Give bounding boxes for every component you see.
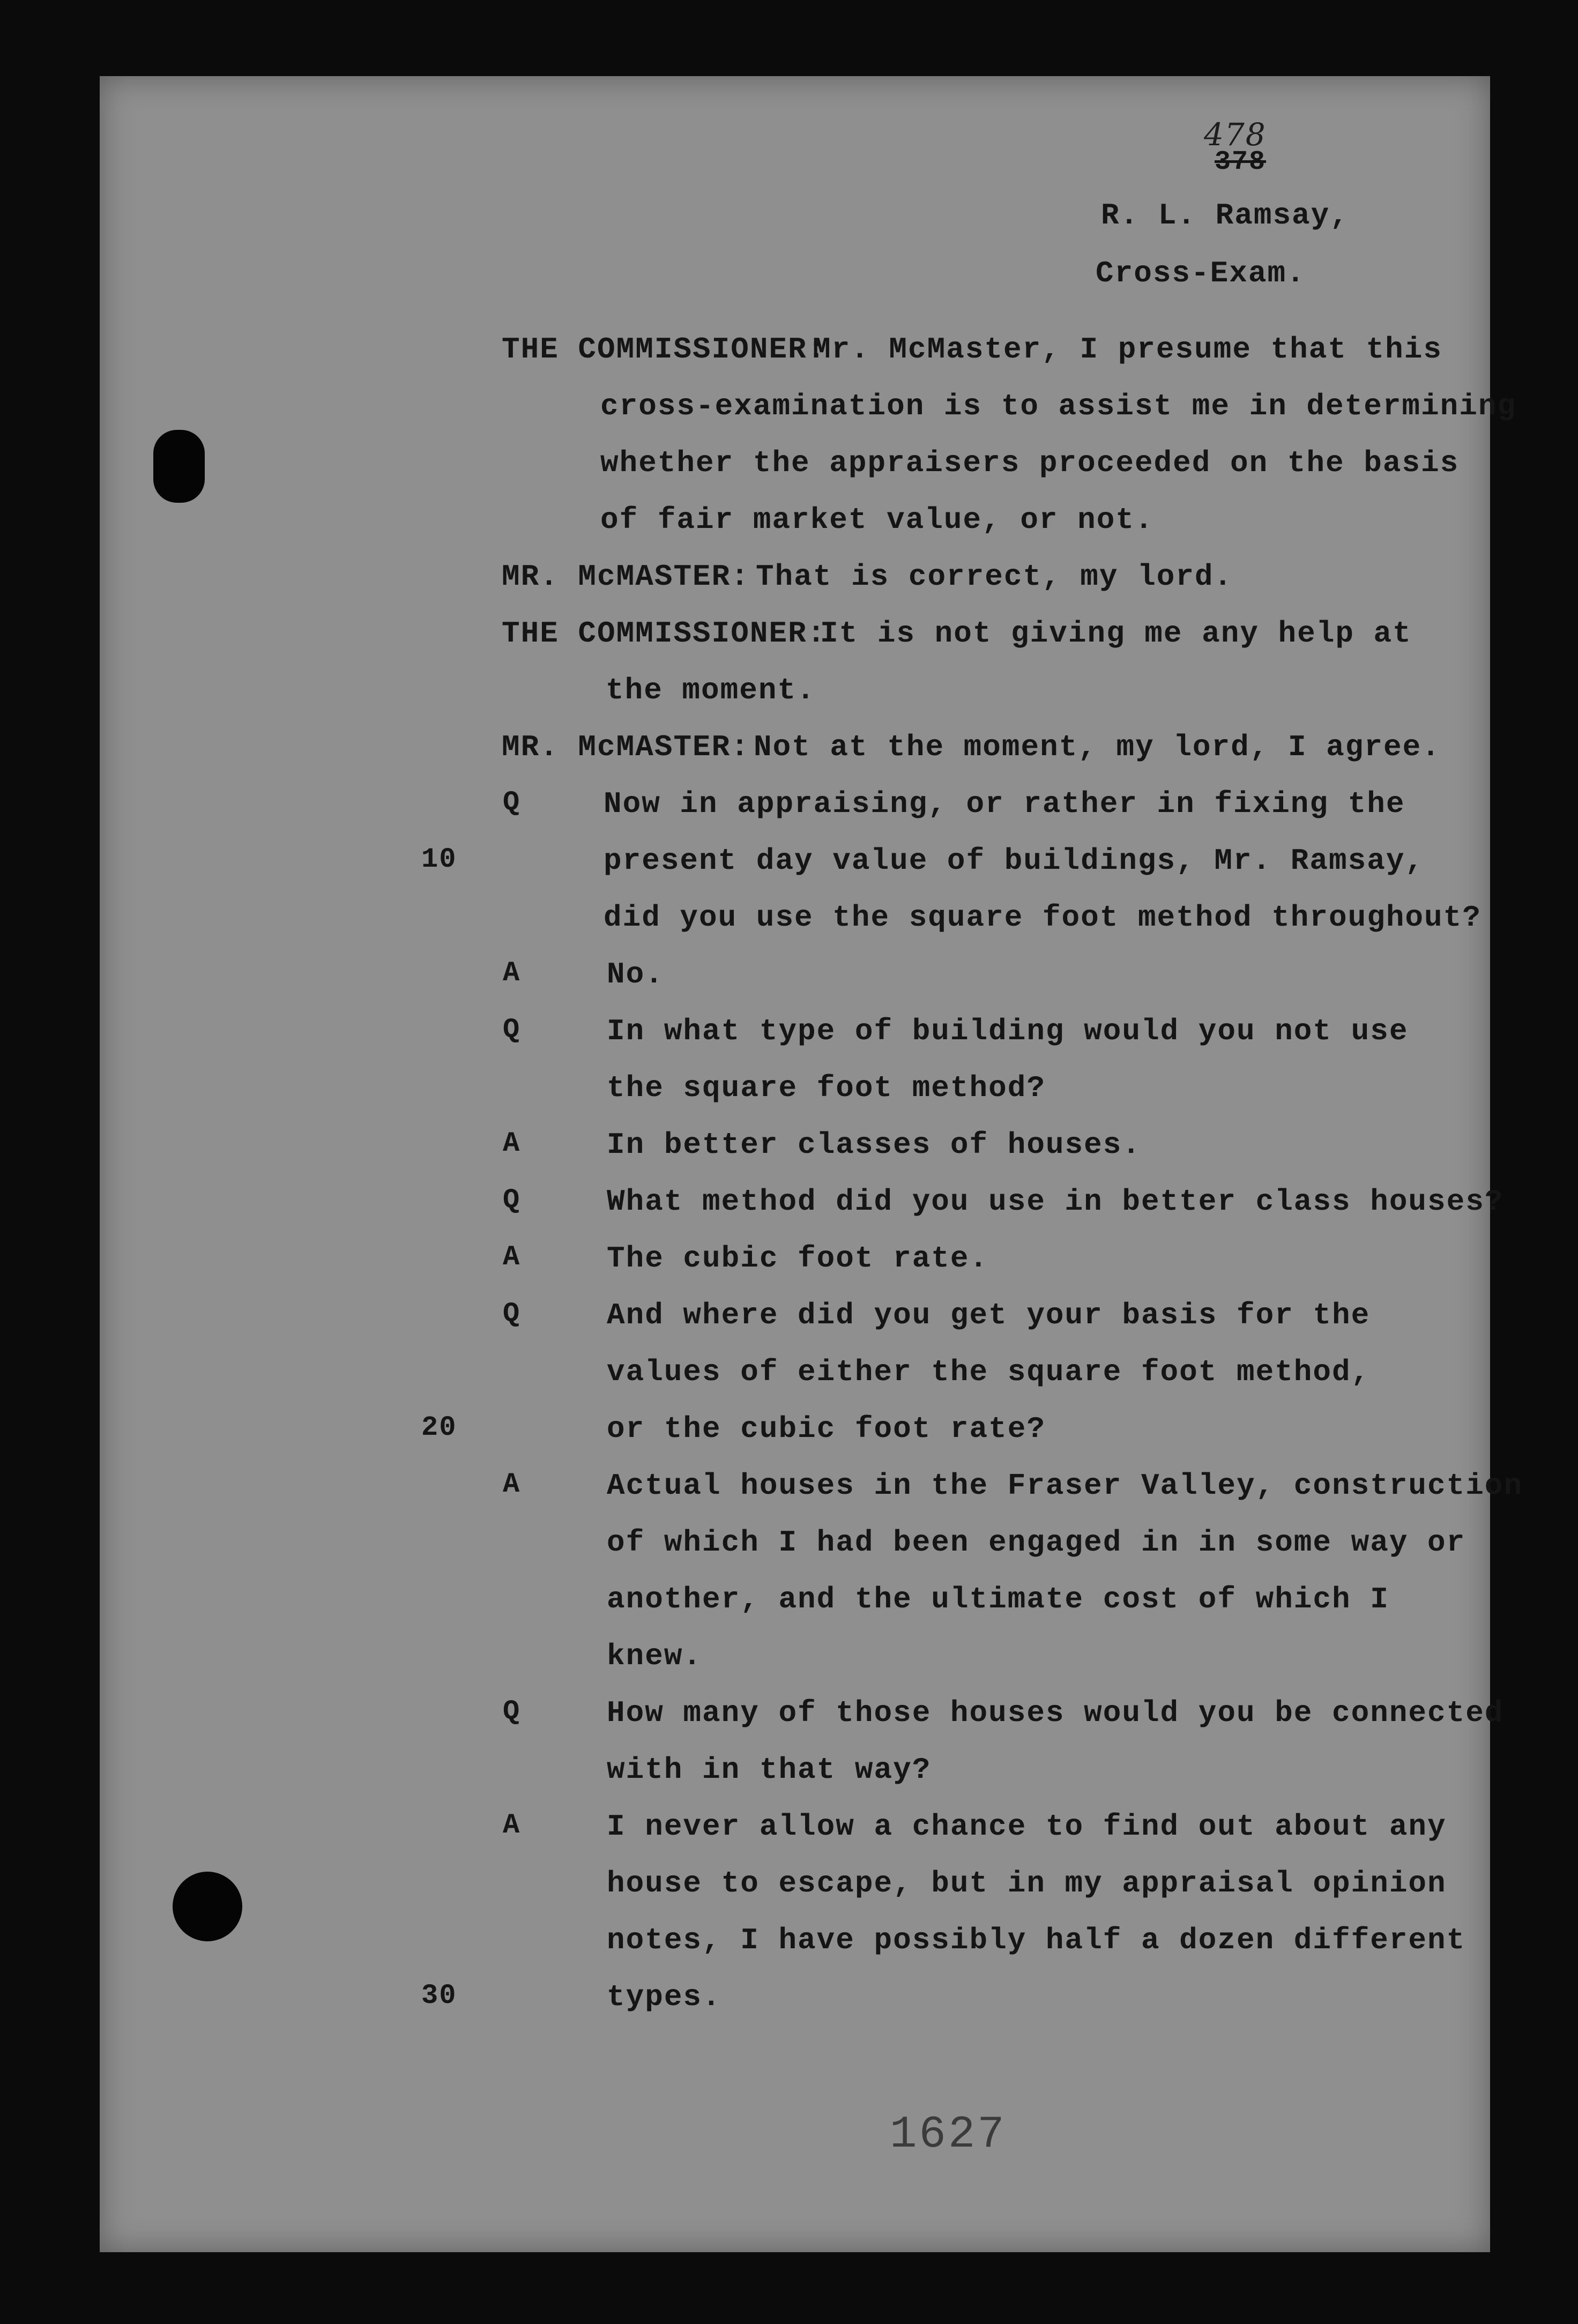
- speaker-label: MR. McMASTER:: [502, 560, 750, 594]
- transcript-line: In what type of building would you not use: [607, 1014, 1409, 1048]
- transcript-line: present day value of buildings, Mr. Ramsay,: [604, 844, 1425, 878]
- transcript-line: And where did you get your basis for the: [607, 1298, 1371, 1332]
- transcript-line: notes, I have possibly half a dozen different: [607, 1923, 1466, 1957]
- transcript-line: Actual houses in the Fraser Valley, construction: [607, 1469, 1523, 1503]
- footer-page-number: 1627: [890, 2110, 1007, 2161]
- transcript-line: did you use the square foot method throughout?: [604, 900, 1482, 935]
- transcript-line: with in that way?: [607, 1753, 932, 1787]
- line-number: 10: [421, 844, 457, 875]
- punch-hole: [153, 430, 205, 503]
- handwritten-page-number: 478: [1204, 116, 1267, 153]
- struck-page-number: 378: [1215, 147, 1267, 177]
- a-marker: A: [503, 1809, 521, 1841]
- speaker-label: THE COMMISSIONER:: [502, 616, 827, 651]
- transcript-line: No.: [607, 957, 664, 992]
- speaker-label: THE COMMISSIONER:: [502, 332, 827, 367]
- line-number: 30: [421, 1980, 457, 2012]
- line-number: 20: [421, 1412, 457, 1443]
- transcript-line: another, and the ultimate cost of which I: [607, 1582, 1389, 1617]
- transcript-line: How many of those houses would you be connected: [607, 1696, 1504, 1730]
- transcript-line: the square foot method?: [607, 1071, 1046, 1105]
- transcript-line: values of either the square foot method,: [607, 1355, 1371, 1389]
- transcript-line: In better classes of houses.: [607, 1128, 1141, 1162]
- transcript-line: The cubic foot rate.: [607, 1241, 989, 1276]
- transcript-line: or the cubic foot rate?: [607, 1412, 1046, 1446]
- q-marker: Q: [503, 1014, 521, 1046]
- a-marker: A: [503, 957, 521, 989]
- document-page: [100, 76, 1523, 2252]
- q-marker: Q: [503, 787, 521, 818]
- transcript-line: types.: [607, 1980, 721, 2014]
- transcript-line: of fair market value, or not.: [600, 503, 1154, 537]
- witness-name: R. L. Ramsay,: [1101, 198, 1349, 233]
- exam-type: Cross-Exam.: [1096, 256, 1306, 290]
- transcript-line: cross-examination is to assist me in determining: [600, 389, 1517, 423]
- transcript-line: It is not giving me any help at: [820, 616, 1412, 651]
- speaker-label: MR. McMASTER:: [502, 730, 750, 764]
- transcript-line: I never allow a chance to find out about any: [607, 1809, 1447, 1844]
- transcript-line: the moment.: [606, 673, 816, 707]
- q-marker: Q: [503, 1298, 521, 1330]
- transcript-line: What method did you use in better class houses?: [607, 1185, 1504, 1219]
- transcript-line: That is correct, my lord.: [756, 560, 1233, 594]
- transcript-line: whether the appraisers proceeded on the basis: [600, 446, 1460, 480]
- transcript-line: Now in appraising, or rather in fixing the: [604, 787, 1405, 821]
- transcript-line: knew.: [607, 1639, 703, 1673]
- q-marker: Q: [503, 1185, 521, 1216]
- q-marker: Q: [503, 1696, 521, 1727]
- transcript-line: house to escape, but in my appraisal opinion: [607, 1866, 1447, 1901]
- transcript-line: of which I had been engaged in in some way or: [607, 1525, 1466, 1560]
- punch-hole: [173, 1872, 242, 1941]
- transcript-line: Not at the moment, my lord, I agree.: [754, 730, 1441, 764]
- a-marker: A: [503, 1241, 521, 1273]
- transcript-line: Mr. McMaster, I presume that this: [813, 332, 1442, 367]
- a-marker: A: [503, 1128, 521, 1159]
- a-marker: A: [503, 1469, 521, 1500]
